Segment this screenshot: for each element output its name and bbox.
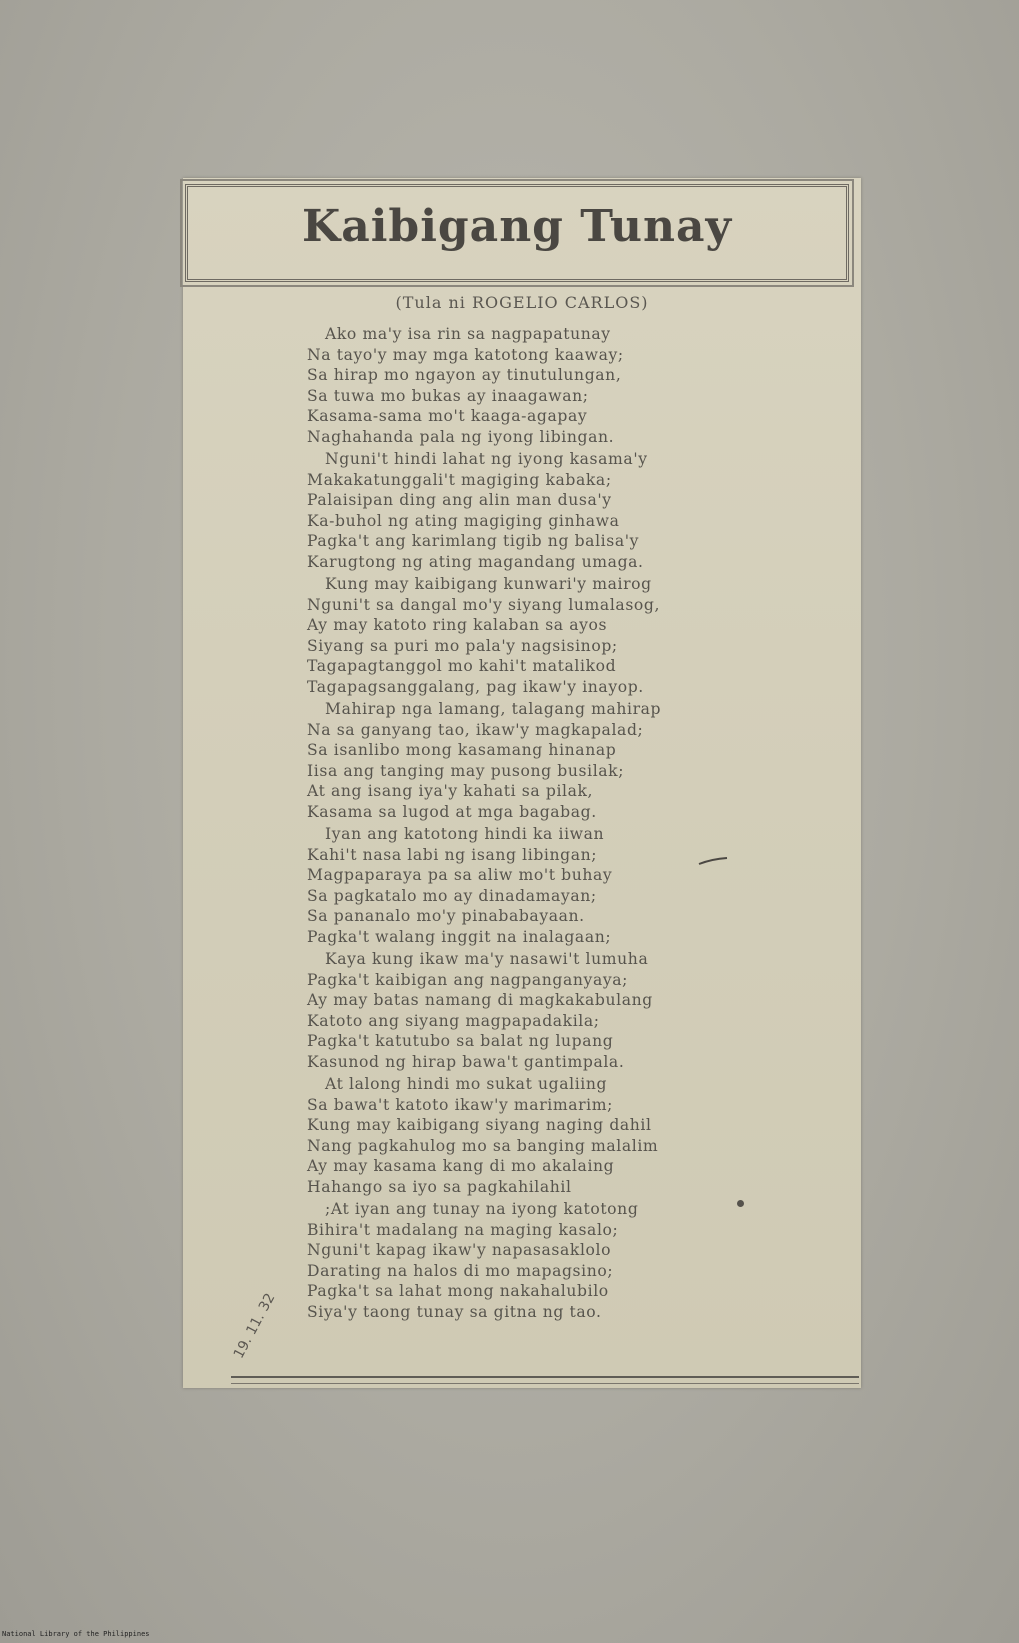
poem-line: Pagka't kaibigan ang nagpanganyaya; — [307, 970, 629, 989]
poem-line: Pagka't walang inggit na inalagaan; — [307, 927, 612, 946]
poem-line: Mahirap nga lamang, talagang mahirap — [325, 700, 662, 718]
poem-line: At lalong hindi mo sukat ugaliing — [325, 1075, 608, 1093]
poem-line: Kahi't nasa labi ng isang libingan; — [307, 845, 598, 864]
poem-line: Darating na halos di mo mapagsino; — [307, 1261, 614, 1280]
poem-line: ;At iyan ang tunay na iyong katotong — [325, 1200, 639, 1218]
footer-credit: National Library of the Philippines — [2, 1630, 150, 1638]
poem-line: Iyan ang katotong hindi ka iiwan — [325, 825, 605, 843]
poem-line: Sa pagkatalo mo ay dinadamayan; — [307, 886, 597, 905]
handwritten-date: 19. 11. 32 — [230, 1290, 279, 1362]
poem-line: Nguni't sa dangal mo'y siyang lumalasog, — [307, 595, 661, 614]
stanza — [307, 449, 827, 572]
poem-line: Pagka't katutubo sa balat ng lupang — [307, 1032, 614, 1050]
poem-line: Sa isanlibo mong kasamang hinanap — [307, 741, 617, 759]
title-frame — [185, 184, 849, 282]
poem-line: Nguni't hindi lahat ng iyong kasama'y — [325, 450, 648, 468]
poem-line: Kung may kaibigang kunwari'y mairog — [325, 575, 652, 593]
poem-line: Pagka't sa lahat mong nakahalubilo — [307, 1282, 609, 1300]
stanza — [307, 324, 827, 447]
poem-line: Nguni't kapag ikaw'y napasasaklolo — [307, 1241, 612, 1259]
poem-line: Makakatunggali't magiging kabaka; — [307, 470, 612, 489]
pen-mark — [698, 856, 728, 866]
poem-line: Tagapagsanggalang, pag ikaw'y inayop. — [307, 677, 644, 696]
poem-line: Sa pananalo mo'y pinababayaan. — [307, 907, 585, 925]
poem-line: Bihira't madalang na maging kasalo; — [307, 1220, 619, 1239]
ink-dot — [737, 1200, 744, 1207]
poem-line: Sa tuwa mo bukas ay inaagawan; — [307, 386, 589, 405]
poem-line: Ay may batas namang di magkakabulang — [307, 991, 653, 1009]
stanza — [307, 1074, 827, 1197]
poem-line: Siya'y taong tunay sa gitna ng tao. — [307, 1302, 602, 1321]
poem-line: Kasunod ng hirap bawa't gantimpala. — [307, 1052, 625, 1071]
poem-line: Hahango sa iyo sa pagkahilahil — [307, 1177, 572, 1196]
poem-line: Ay may kasama kang di mo akalaing — [307, 1157, 615, 1175]
poem-line: Sa bawa't katoto ikaw'y marimarim; — [307, 1095, 614, 1114]
poem-line: Sa hirap mo ngayon ay tinutulungan, — [307, 366, 622, 384]
poem-line: Magpaparaya pa sa aliw mo't buhay — [307, 866, 613, 884]
poem-line: Na sa ganyang tao, ikaw'y magkapalad; — [307, 720, 644, 739]
stanza — [307, 824, 827, 947]
poem-line: Ako ma'y isa rin sa nagpapatunay — [325, 325, 611, 343]
poem-title: Kaibigang Tunay — [301, 201, 733, 252]
poem-line: Siyang sa puri mo pala'y nagsisinop; — [307, 636, 618, 655]
poem-line: Katoto ang siyang magpapadakila; — [307, 1011, 600, 1030]
poem-line: Kung may kaibigang siyang naging dahil — [307, 1116, 652, 1134]
stanza — [307, 574, 827, 697]
poem-line: Karugtong ng ating magandang umaga. — [307, 552, 644, 571]
poem-line: Iisa ang tanging may pusong busilak; — [307, 761, 625, 780]
poem-line: Kasama-sama mo't kaaga-agapay — [307, 407, 588, 425]
poem-line: Pagka't ang karimlang tigib ng balisa'y — [307, 532, 640, 550]
newspaper-clipping — [183, 178, 861, 1388]
poem-line: At ang isang iya'y kahati sa pilak, — [307, 782, 594, 800]
stanza — [307, 1199, 827, 1322]
bottom-rule — [231, 1376, 859, 1384]
poem-line: Nang pagkahulog mo sa banging malalim — [307, 1136, 659, 1155]
poem-line: Palaisipan ding ang alin man dusa'y — [307, 491, 612, 509]
poem-line: Na tayo'y may mga katotong kaaway; — [307, 345, 624, 364]
poem-line: Kasama sa lugod at mga bagabag. — [307, 802, 597, 821]
poem-line: Kaya kung ikaw ma'y nasawi't lumuha — [325, 950, 649, 968]
poem-line: Ay may katoto ring kalaban sa ayos — [307, 616, 608, 634]
poem-line: Naghahanda pala ng iyong libingan. — [307, 427, 615, 446]
poem-line: Ka-buhol ng ating magiging ginhawa — [307, 511, 620, 530]
poem-byline: (Tula ni ROGELIO CARLOS) — [395, 293, 649, 312]
stanza — [307, 949, 827, 1072]
poem-line: Tagapagtanggol mo kahi't matalikod — [307, 657, 617, 675]
poem-body — [307, 324, 827, 1324]
stanza — [307, 699, 827, 822]
